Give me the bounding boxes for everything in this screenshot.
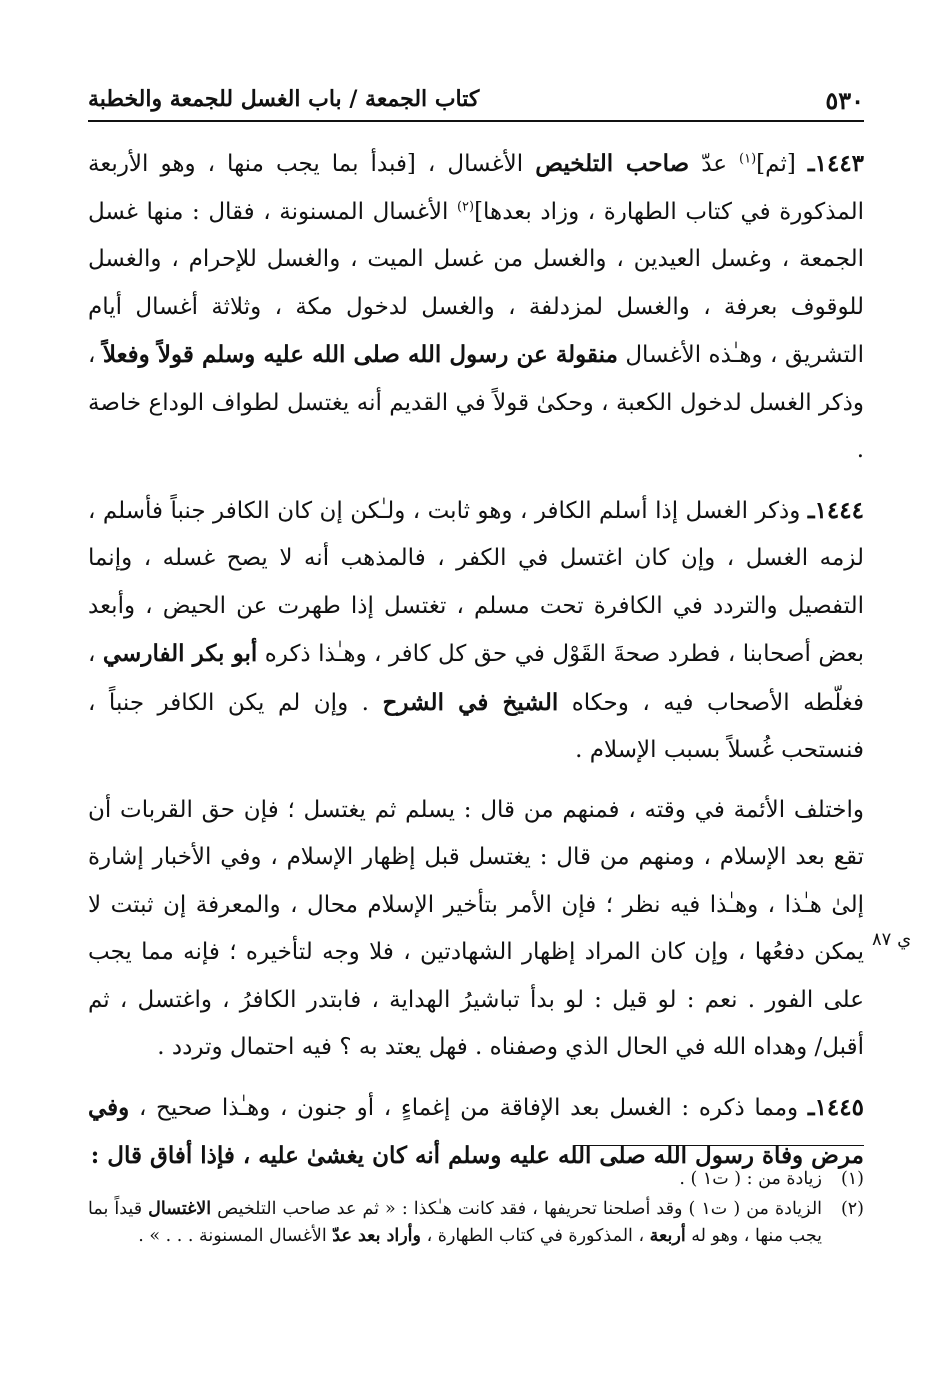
text-run: وذكر الغسل إذا أسلم الكافر ، وهو ثابت ، ولـٰكن إن كان الكافر جنباً فأسلم ، لزمه الغسل ، وإن كان اغتسل في الكفر ، فالمذهب أنه لا يصح غسله ، وإنما التفصيل والتردد في الكافرة تحت مسلم ، تغتسل إذا طهرت عن الحيض ، وأبعد بعض أصحابنا ، فطرد صحةَ القَوْل في حق كل كافر ، وهـٰذا ذكره: [88, 497, 864, 667]
footnotes: [88, 1166, 864, 1250]
footnote-text: زيادة من : ( ت١ ) .: [679, 1169, 822, 1189]
footnote-bold-text: وأراد بعد عدّ: [332, 1226, 421, 1246]
paragraph-number: ١٤٤٥ـ: [807, 1093, 864, 1121]
bold-text-run: صاحب التلخيص: [535, 150, 690, 177]
text-run: الأغسال ، [فبدأ بما يجب منها ، وهو الأربعة المذكورة في كتاب الطهارة ، وزاد بعدها]: [88, 151, 864, 225]
text-run: الأغسال المسنونة ، فقال : منها غسل الجمعة ، وغسل العيدين ، والغسل من غسل الميت ، والغسل للإحرام ، والغسل للوقوف بعرفة ، والغسل لمزدلفة ، والغسل لدخول مكة ، وثلاثة أغسال أيام التشريق ، وهـٰذه الأغسال: [88, 198, 864, 368]
footnote-text: الزيادة من ( ت١ ) وقد أصلحنا تحريفها ، فقد كانت هـٰكذا : « ثم عد صاحب التلخيص: [211, 1199, 823, 1219]
footnote-ref: (٢): [456, 198, 475, 214]
bold-text-run: أبو بكر الفارسي: [102, 640, 258, 667]
text-run: ومما ذكره : الغسل بعد الإفاقة من إغماءٍ ، أو جنون ، وهـٰذا صحيح ،: [129, 1094, 808, 1121]
running-header: [88, 80, 864, 122]
paragraph-1444: [88, 487, 864, 775]
footnote-divider: [574, 1145, 864, 1146]
page-number: ٥٣٠: [825, 86, 864, 115]
footnote-1: [88, 1166, 864, 1193]
footnote-text: ، المذكورة في كتاب الطهارة ،: [421, 1226, 650, 1246]
paragraph-1443: [88, 140, 864, 475]
main-text: [88, 140, 864, 1181]
footnote-text: قيداً بما يجب منها ، وهو له: [88, 1199, 822, 1246]
footnote-bold-text: أربعة: [649, 1226, 686, 1246]
text-run: ، فغلّطه الأصحاب فيه ، وحكاه: [88, 641, 864, 716]
bold-text-run: منقولة عن رسول الله صلى الله عليه وسلم قولاً وفعلاً: [102, 341, 618, 368]
text-run: ، وذكر الغسل لدخول الكعبة ، وحكىٰ قولاً في القديم أنه يغتسل لطواف الوداع خاصة .: [88, 342, 864, 463]
text-run: [ثم]: [756, 151, 808, 177]
footnote-2: [88, 1196, 864, 1250]
footnote-text: الأغسال المسنونة . . . » .: [138, 1226, 333, 1246]
paragraph-number: ١٤٤٤ـ: [807, 496, 864, 524]
running-title: كتاب الجمعة / باب الغسل للجمعة والخطبة: [88, 86, 480, 112]
footnote-number: (٢): [840, 1199, 864, 1219]
text-run: واختلف الأئمة في وقته ، فمنهم من قال : يسلم ثم يغتسل ؛ فإن حق القربات أن تقع بعد الإسلام ، ومنهم من قال : يغتسل قبل إظهار الإسلام ، وفي الأخبار إشارة إلىٰ هـٰذا ، وهـٰذا فيه نظر ؛ فإن الأمر بتأخير الإسلام محال ، والمعرفة إن ثبتت لا يمكن دفعُها ، وإن كان المراد إظهار الشهادتين ، فلا وجه لتأخيره ؛ فإنه مما يجب على الفور . نعم : لو قيل : لو بدأ تباشيرُ الهداية ، فابتدر الكافرُ ، واغتسل ، ثم أقبل/ وهداه الله في الحال الذي وصفناه . فهل يعتد به ؟ فيه احتمال وتردد .: [88, 796, 864, 1060]
bold-text-run: وفي مرض وفاة رسول الله صلى الله عليه وسلم أنه كان يغشىٰ عليه ، فإذا أفاق قال :: [88, 1093, 864, 1169]
text-run: عدّ: [689, 151, 740, 177]
manuscript-page-marker: ي ٨٧: [872, 929, 912, 950]
paragraph-continued: [88, 787, 864, 1072]
text-run: . وإن لم يكن الكافر جنباً ، فنستحب غُسلاً بسبب الإسلام .: [88, 689, 864, 763]
footnote-number: (١): [840, 1169, 864, 1189]
footnote-ref: (١): [739, 151, 757, 167]
footnote-bold-text: الاغتسال: [148, 1199, 212, 1219]
bold-text-run: الشيخ في الشرح: [382, 688, 559, 716]
paragraph-number: ١٤٤٣ـ: [807, 150, 865, 177]
